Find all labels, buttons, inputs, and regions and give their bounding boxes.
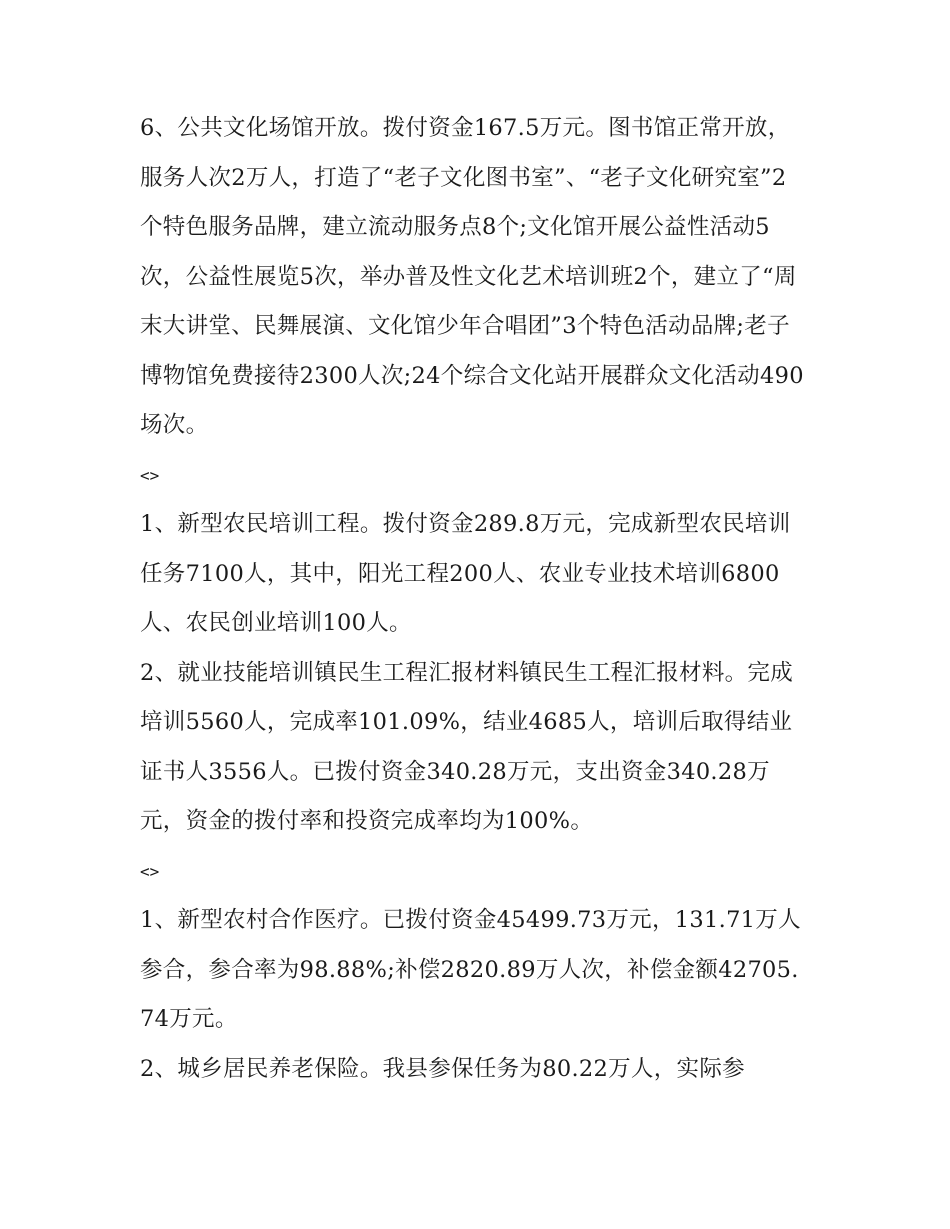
paragraph-rural-cooperative-medical: 1、新型农村合作医疗。已拨付资金45499.73万元，131.71万人参合，参合率为98.88%;补偿2820.89万人次，补偿金额42705.74万元。	[140, 907, 801, 1032]
document-body	[140, 104, 808, 1094]
paragraph-employment-skills-training: 2、就业技能培训镇民生工程汇报材料镇民生工程汇报材料。完成培训5560人，完成率101.09%，结业4685人，培训后取得结业证书人3556人。已拨付资金340.28万元，支出资金340.28万元，资金的拨付率和投资完成率均为100%。	[140, 659, 794, 834]
section-marker: <>	[140, 861, 160, 881]
paragraph-pension-insurance: 2、城乡居民养老保险。我县参保任务为80.22万人，实际参	[140, 1055, 745, 1082]
paragraph-public-culture-venues: 6、公共文化场馆开放。拨付资金167.5万元。图书馆正常开放，服务人次2万人，打造了“老子文化图书室”、“老子文化研究室”2个特色服务品牌，建立流动服务点8个;文化馆开展公益性活动5次，公益性展览5次，举办普及性文化艺术培训班2个，建立了“周末大讲堂、民舞展演、文化馆少年合唱团”3个特色活动品牌;老子博物馆免费接待2300人次;24个综合文化站开展群众文化活动490场次。	[140, 115, 804, 438]
section-marker: <>	[140, 465, 160, 485]
paragraph-farmer-training: 1、新型农民培训工程。拨付资金289.8万元，完成新型农民培训任务7100人，其中，阳光工程200人、农业专业技术培训6800人、农民创业培训100人。	[140, 511, 791, 636]
